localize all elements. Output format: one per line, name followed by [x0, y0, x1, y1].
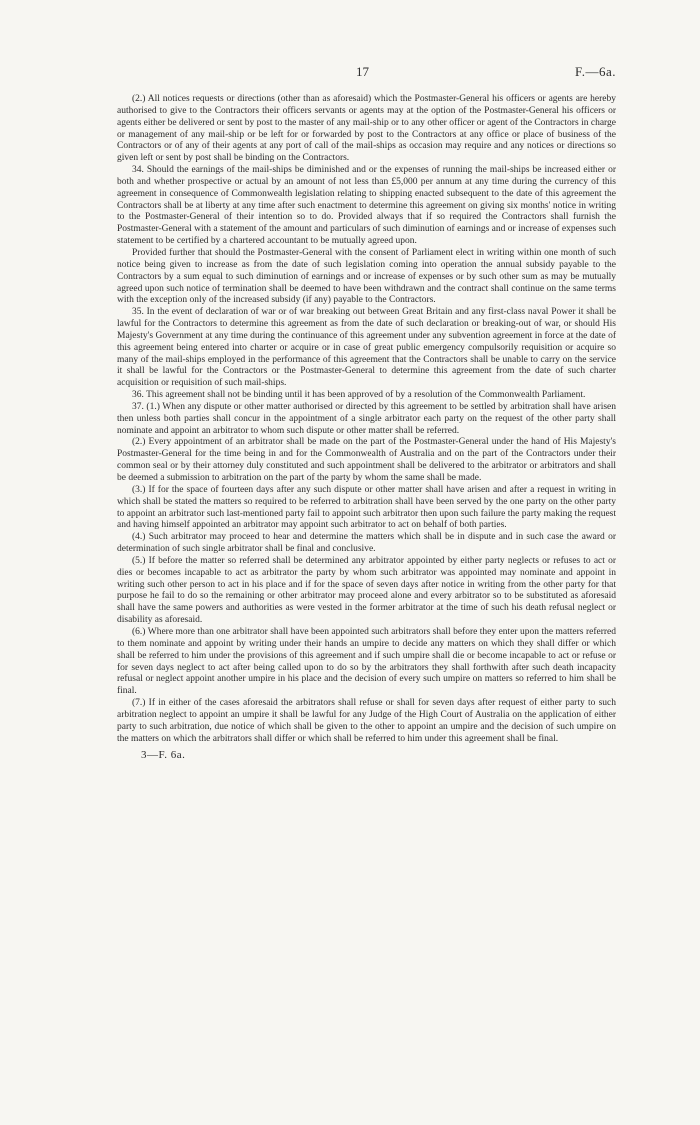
page-number: 17	[356, 64, 369, 79]
document-body	[117, 94, 616, 745]
paragraph-clause-36: 36. This agreement shall not be binding until it has been approved of by a resolution of the Commonwealth Parliament.	[132, 390, 586, 401]
page-header	[117, 46, 616, 79]
paragraph-clause-37-1: 37. (1.) When any dispute or other matter authorised or directed by this agreement to be settled by arbitration shall have arisen then unless both parties shall concur in the appointment of a single arbitrator each party on the request of the other party shall nominate and appoint an arbitrator to whom such dispute or other matter shall be referred.	[117, 401, 616, 436]
signature-mark: 3—F. 6a.	[141, 749, 186, 762]
paragraph-clause-35: 35. In the event of declaration of war or of war breaking out between Great Britain and any first-class naval Power it shall be lawful for the Contractors to determine this agreement as from the date of such declaration or breaking-out of war, or should His Majesty's Government at any time during the continuance of this agreement under any subvention agreement in force at the date of this agreement being entered into charter or acquire or in case of great public emergency compulsorily requisition or acquire so many of the mail-ships employed in the performance of this agreement that the Contractors shall be unable to carry on the service it shall be lawful for the Contractors or the Postmaster-General to determine this agreement from the date of such charter acquisition or requisition of such mail-ships.	[117, 307, 616, 389]
paragraph-clause-37-4: (4.) Such arbitrator may proceed to hear and determine the matters which shall be in dispute and in such case the award or determination of such single arbitrator shall be final and conclusive.	[117, 532, 616, 555]
paragraph-clause-34-proviso: Provided further that should the Postmaster-General with the consent of Parliament elect in writing within one month of such notice being given to increase as from the date of such legislation coming into operation the annual subsidy payable to the Contractors by a sum equal to such diminution of earnings and or increase of expenses or by such other sum as may be mutually agreed upon such notice of termination shall be deemed to have been withdrawn and the contract shall continue on the same terms with the exception only of the increased subsidy (if any) payable to the Contractors.	[117, 247, 616, 306]
paragraph-clause-37-5: (5.) If before the matter so referred shall be determined any arbitrator appointed by either party neglects or refuses to act or dies or becomes incapable to act as arbitrator the party by whom such arbitrator was appointed may nominate and appoint in writing such other person to act in his place and if for the space of seven days after notice in writing from the other party for that purpose he fail to do so the remaining or other arbitrator may proceed alone and every arbitrator so to be substituted as aforesaid shall have the same powers and authorities as were vested in the former arbitrator at the time of such his death refusal neglect or disability as aforesaid.	[117, 555, 616, 626]
document-reference: F.—6a.	[575, 64, 616, 79]
paragraph-clause-37-3: (3.) If for the space of fourteen days after any such dispute or other matter shall have arisen and after a request in writing in which shall be stated the matters so required to be referred to arbitration shall have been served by the one party on the other party to appoint an arbitrator such last-mentioned party fail to appoint such arbitrator then upon such failure the party making the request and having himself appointed an arbitrator may appoint such arbitrator to act on behalf of both parties.	[117, 484, 616, 531]
paragraph-clause-34: 34. Should the earnings of the mail-ships be diminished and or the expenses of running the mail-ships be increased either or both and whether prospective or actual by an amount of not less than £5,000 per annum at any time during the currency of this agreement in consequence of Commonwealth legislation relating to shipping enacted subsequent to the date of this agreement the Contractors shall be at liberty at any time after such enactment to determine this agreement on giving six months' notice in writing to the Postmaster-General of their intention so to do. Provided always that if so required the Contractors shall furnish the Postmaster-General with a statement of the amount and particulars of such diminution of earnings and or increase of expenses such statement to be certified by a chartered accountant to be mutually agreed upon.	[117, 165, 616, 247]
paragraph-clause-37-7: (7.) If in either of the cases aforesaid the arbitrators shall refuse or shall for seven days after request of either party to such arbitration neglect to appoint an umpire it shall be lawful for any Judge of the High Court of Australia on the application of either party to such arbitration, due notice of which shall be given to the other to appoint an umpire and the decision of such umpire on the matters on which the arbitrators shall differ or which shall be referred to him under this agreement shall be final.	[117, 698, 616, 744]
paragraph-clause-37-6: (6.) Where more than one arbitrator shall have been appointed such arbitrators shall before they enter upon the matters referred to them nominate and appoint by writing under their hands an umpire to decide any matters on which they shall differ or which shall be referred to him under the provisions of this agreement and if such umpire shall die or become incapable to act or refuse or for seven days neglect to act after being called upon to do so by the arbitrators they shall forthwith after such death incapacity refusal or neglect appoint another umpire in his place and the decision of every such umpire on matters so referred to him shall be final.	[117, 626, 616, 697]
paragraph-notices: (2.) All notices requests or directions (other than as aforesaid) which the Postmaster-General his officers or agents are hereby authorised to give to the Contractors their officers servants or agents may at the option of the Postmaster-General his officers or agents either be delivered or sent by post to the master of any mail-ship or to any other officer or agent of the Contractors in charge or management of any mail-ship or be left for or forwarded by post to the Contractors at any office or place of business of the Contractors or of any of their agents at any port of call of the mail-ships as occasion may require and any notices or directions so given left or sent by post shall be binding on the Contractors.	[117, 94, 616, 164]
paragraph-clause-37-2: (2.) Every appointment of an arbitrator shall be made on the part of the Postmaster-General under the hand of His Majesty's Postmaster-General for the time being in and for the Commonwealth of Australia and on the part of the Contractors under their common seal or by their attorney duly constituted and such appointment shall be delivered to the arbitrator or arbitrators and shall be deemed a submission to arbitration on the part of the party by whom the same shall be made.	[117, 437, 616, 483]
